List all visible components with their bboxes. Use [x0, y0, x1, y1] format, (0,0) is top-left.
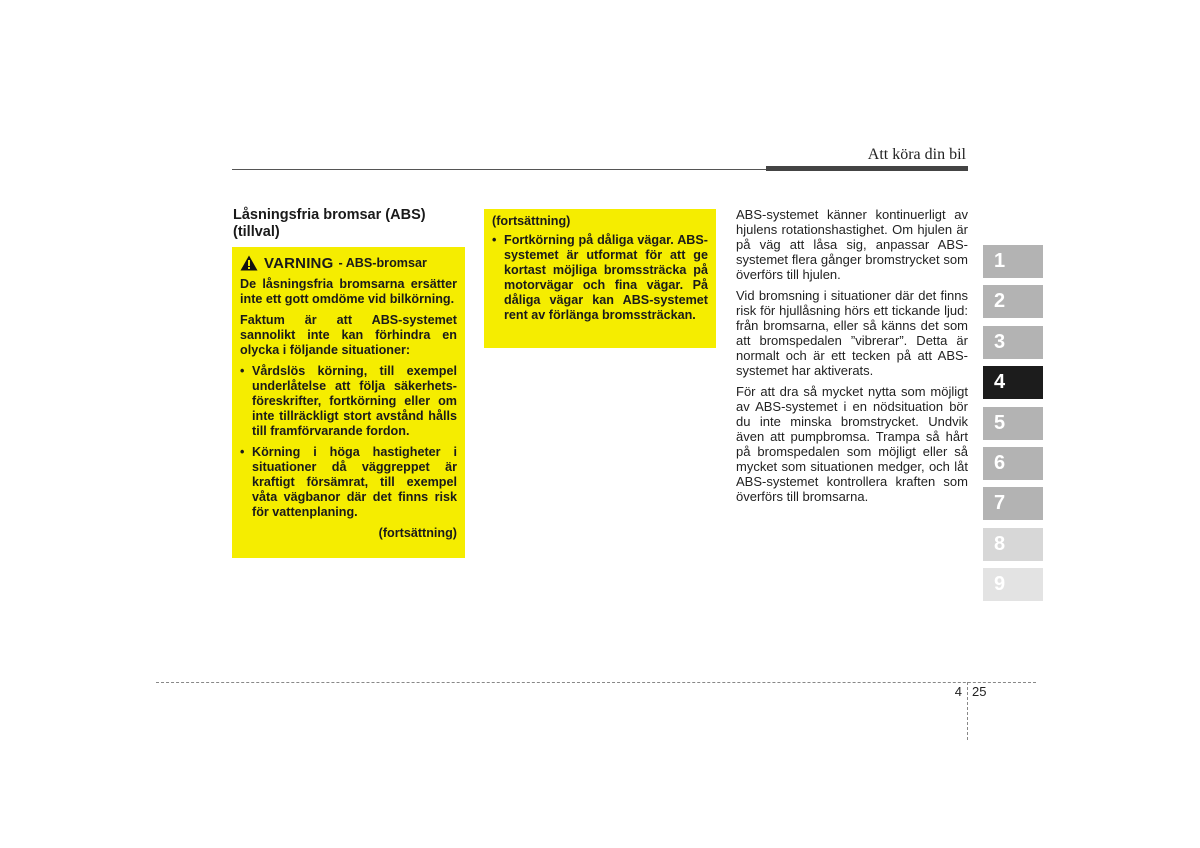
chapter-tab-8[interactable]: 8: [983, 528, 1043, 561]
chapter-tabs: [983, 245, 1043, 609]
warning-header: [240, 255, 457, 271]
chapter-tab-7[interactable]: 7: [983, 487, 1043, 520]
body-paragraph: För att dra så mycket nytta som möjligt av ABS-systemet i en nödsituation bör du inte minska bromstrycket. Undvik även att pumpbromsa. Trampa så hårt på bromspedalen som möjligt eller så mycket som situationen medger, och låt ABS-systemet kontrollera kraften som överförs till bromsarna.: [736, 384, 968, 504]
chapter-tab-5[interactable]: 5: [983, 407, 1043, 440]
warning-label: VARNING: [264, 254, 334, 272]
warning-triangle-icon: [240, 255, 258, 271]
page-chapter-number: 4: [954, 684, 962, 699]
body-paragraph: Vid bromsning i situationer där det finns risk för hjullåsning hörs ett tickande ljud: från bromsarna, eller så känns det som att bromspedalen ”vibrerar”. Detta är normalt och är ett tecken på att ABS-systemet har aktiverats.: [736, 288, 968, 378]
chapter-tab-2[interactable]: 2: [983, 285, 1043, 318]
continued-warning-box: [484, 209, 716, 348]
warning-list-item: • Vårdslös körning, till exempel underlåtelse att följa säkerhets-föreskrifter, fortkörning eller om inte tillräckligt stort avstånd hålls till framförvarande fordon.: [240, 364, 457, 439]
chapter-tab-3[interactable]: 3: [983, 326, 1043, 359]
body-text-column: [736, 207, 968, 510]
warning-box: [232, 247, 465, 558]
footer-divider: [967, 682, 968, 740]
chapter-tab-1[interactable]: 1: [983, 245, 1043, 278]
footer-rule: [156, 682, 1036, 683]
continued-list-item: • Fortkörning på dåliga vägar. ABS-systemet är utformat för att ge kortast möjliga bromssträcka på motorvägar och fina vägar. På dåliga vägar kan ABS-systemet rent av förlänga bromssträckan.: [492, 233, 708, 323]
header-rule-accent: [766, 166, 968, 171]
body-paragraph: ABS-systemet känner kontinuerligt av hjulens rotationshastighet. Om hjulen är på väg att låsa sig, anpassar ABS-systemet flera gånger bromstrycket som överförs till hjulen.: [736, 207, 968, 282]
page-header-title: Att köra din bil: [867, 146, 966, 163]
continued-heading: (fortsättning): [492, 214, 571, 228]
warning-list: [240, 364, 457, 520]
warning-continued-label: (fortsättning): [378, 526, 457, 540]
warning-paragraph-2: Faktum är att ABS-systemet sannolikt inte kan förhindra en olycka i följande situationer:: [240, 313, 457, 357]
page-number: 25: [972, 684, 987, 699]
chapter-tab-6[interactable]: 6: [983, 447, 1043, 480]
warning-list-item: • Körning i höga hastigheter i situationer då väggreppet är kraftigt försämrat, till exempel våta vägbanor där det finns risk för vattenplaning.: [240, 445, 457, 520]
warning-subtitle: - ABS-bromsar: [338, 255, 427, 270]
continued-list: [492, 233, 708, 323]
section-heading: Låsningsfria bromsar (ABS) (tillval): [233, 207, 426, 240]
chapter-tab-4[interactable]: 4: [983, 366, 1043, 399]
warning-paragraph-1: De låsningsfria bromsarna ersätter inte ett gott omdöme vid bilkörning.: [240, 277, 457, 306]
chapter-tab-9[interactable]: 9: [983, 568, 1043, 601]
